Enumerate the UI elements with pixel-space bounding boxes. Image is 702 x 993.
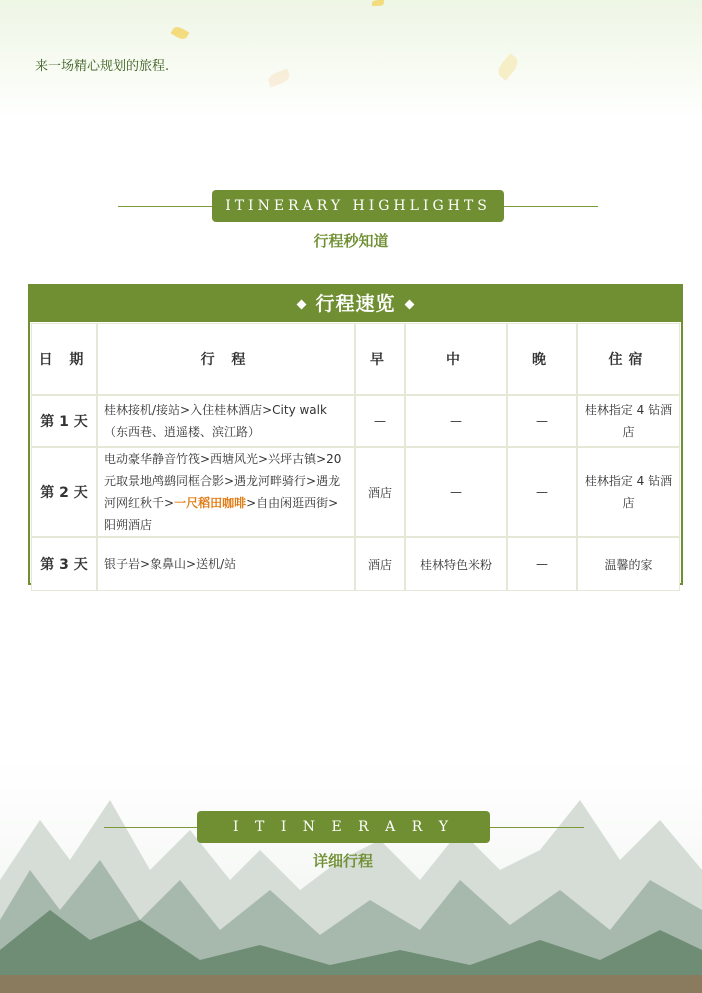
route-cell <box>98 538 354 590</box>
detail-cn-title: 详细行程 <box>312 852 373 870</box>
dinner-cell: — <box>508 448 576 536</box>
hotel-cell: 桂林指定 4 钻酒店 <box>578 396 679 446</box>
overview-title-bar <box>30 286 681 322</box>
dinner-cell: — <box>508 538 576 590</box>
col-header-date: 日 期 <box>32 324 96 394</box>
highlights-en-title: ITINERARY HIGHLIGHTS <box>212 190 504 222</box>
table-row <box>32 538 679 590</box>
hotel-cell: 温馨的家 <box>578 538 679 590</box>
diamond-icon <box>297 300 307 310</box>
itinerary-overview-table <box>28 284 683 585</box>
breakfast-cell: 酒店 <box>356 448 404 536</box>
karst-mountain-landscape <box>0 760 702 993</box>
day-cell: 第 1 天 <box>32 396 96 446</box>
col-header-dinner: 晚 <box>508 324 576 394</box>
lunch-cell: 桂林特色米粉 <box>406 538 506 590</box>
table-header-row <box>32 324 679 394</box>
day-cell: 第 2 天 <box>32 448 96 536</box>
table-row <box>32 448 679 536</box>
hotel-cell: 桂林指定 4 钻酒店 <box>578 448 679 536</box>
route-text: 银子岩>象鼻山>送机/站 <box>104 557 237 571</box>
col-header-route: 行 程 <box>98 324 354 394</box>
route-highlight-text: 一尺稻田咖啡 <box>174 496 247 510</box>
breakfast-cell: 酒店 <box>356 538 404 590</box>
dinner-cell: — <box>508 396 576 446</box>
route-cell <box>98 396 354 446</box>
overview-grid <box>30 322 681 592</box>
falling-leaf-decoration <box>372 0 384 6</box>
table-row <box>32 396 679 446</box>
lunch-cell: — <box>406 396 506 446</box>
col-header-hotel: 住宿 <box>578 324 679 394</box>
detail-en-title: I T I N E R A R Y <box>197 811 490 843</box>
route-text-continued: >自由闲逛西街>阳朔酒店 <box>104 496 339 532</box>
overview-title: 行程速览 <box>315 293 396 315</box>
diamond-icon <box>404 300 414 310</box>
col-header-lunch: 中 <box>406 324 506 394</box>
intro-text: 来一场精心规划的旅程. <box>35 59 170 74</box>
route-text: 桂林接机/接站>入住桂林酒店>City walk（东西巷、逍遥楼、滨江路） <box>104 403 327 439</box>
route-cell <box>98 448 354 536</box>
route-text: 电动豪华静音竹筏>西塘风光>兴坪古镇>20 元取景地鸬鹚同框合影>遇龙河畔骑行>遇龙河网红秋千> <box>104 452 342 510</box>
highlights-cn-title: 行程秒知道 <box>313 232 389 250</box>
day-cell: 第 3 天 <box>32 538 96 590</box>
breakfast-cell: — <box>356 396 404 446</box>
lunch-cell: — <box>406 448 506 536</box>
col-header-breakfast: 早 <box>356 324 404 394</box>
